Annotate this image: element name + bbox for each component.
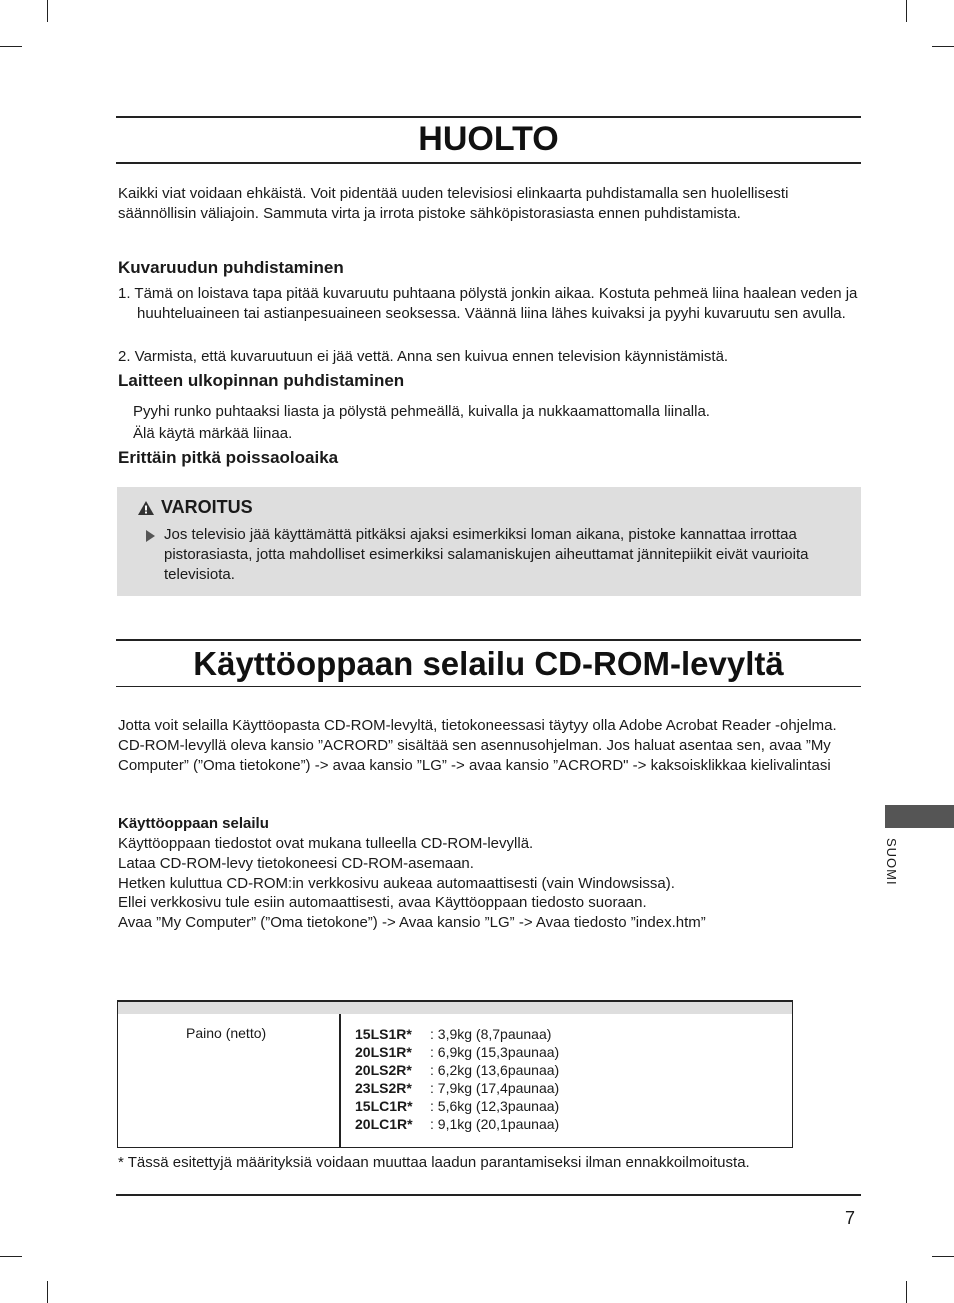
title-rule-bottom [116,686,861,687]
spec-value: : 6,9kg (15,3paunaa) [430,1044,560,1060]
spec-table [117,1000,793,1148]
warning-title-text: VAROITUS [161,497,253,517]
language-label: SUOMI [884,838,899,886]
title-rule-bottom [116,162,861,164]
crop-mark [906,0,907,22]
crop-mark [47,1281,48,1303]
spec-table-band [118,1002,792,1014]
crop-mark [0,46,22,47]
spec-value: : 5,6kg (12,3paunaa) [430,1098,560,1114]
spec-value: : 9,1kg (20,1paunaa) [430,1116,560,1132]
crop-mark [932,46,954,47]
exterior-cleaning-heading: Laitteen ulkopinnan puhdistaminen [118,371,405,390]
spec-row [355,1097,559,1115]
spec-value: : 6,2kg (13,6paunaa) [430,1062,560,1078]
screen-cleaning-heading: Kuvaruudun puhdistaminen [118,258,344,277]
spec-row [355,1079,559,1097]
cdrom-line: Avaa ”My Computer” (”Oma tietokone”) -> Avaa kansio ”LG” -> Avaa tiedosto ”index.htm” [118,914,706,931]
spec-model: 20LC1R* [355,1116,413,1132]
cdrom-subheading: Käyttöoppaan selailu [118,815,269,832]
spec-footnote: * Tässä esitettyjä määrityksiä voidaan muuttaa laadun parantamiseksi ilman ennakkoilmoitusta. [118,1154,750,1171]
cdrom-line: Lataa CD-ROM-levy tietokoneesi CD-ROM-asemaan. [118,855,474,872]
spec-model: 20LS2R* [355,1062,412,1078]
section-title-cdrom: Käyttöoppaan selailu CD-ROM-levyltä [193,645,784,682]
spec-value: : 3,9kg (8,7paunaa) [430,1026,552,1042]
language-tab [885,805,954,828]
cdrom-line: Hetken kuluttua CD-ROM:in verkkosivu aukeaa automaattisesti (vain Windowsissa). [118,875,675,892]
spec-row [355,1061,559,1079]
cdrom-line: Ellei verkkosivu tule esiin automaattisesti, avaa Käyttöoppaan tiedosto suoraan. [118,894,647,911]
spec-row [355,1115,559,1133]
page-number: 7 [845,1208,856,1228]
exterior-cleaning-text: Älä käytä märkää liinaa. [133,425,293,442]
spec-model: 23LS2R* [355,1080,412,1096]
section-title-huolto: HUOLTO [418,120,559,158]
long-absence-heading: Erittäin pitkä poissaoloaika [118,448,339,467]
warning-box [117,487,861,596]
spec-value: : 7,9kg (17,4paunaa) [430,1080,560,1096]
spec-rows [355,1025,559,1133]
screen-cleaning-item: 1. Tämä on loistava tapa pitää kuvaruutu puhtaana pölystä jonkin aikaa. Kostuta pehmeä liina haalean veden ja huuhteluaineen tai astianpesuaineen seoksessa. Väännä liina lähes kuivaksi ja pyyhi kuvaruutu sen avulla. [118,285,858,322]
crop-mark [906,1281,907,1303]
spec-row [355,1043,559,1061]
cdrom-line: Käyttöoppaan tiedostot ovat mukana tulleella CD-ROM-levyllä. [118,835,534,852]
maintenance-intro: Kaikki viat voidaan ehkäistä. Voit pidentää uuden televisiosi elinkaarta puhdistamalla sen huolellisesti säännöllisin väliajoin. Sammuta virta ja irrota pistoke sähköpistorasiasta ennen puhdistamista. [118,185,789,222]
spec-table-divider [339,1014,341,1147]
crop-mark [47,0,48,22]
warning-title [137,497,253,518]
footer-rule [116,1194,861,1196]
warning-text: Jos televisio jää käyttämättä pitkäksi ajaksi esimerkiksi loman aikana, pistoke kannattaa irrottaa pistorasiasta, jotta mahdolliset esimerkiksi salamaniskujen aiheuttamat jännitepiikit eivät vaurioita televisiota. [164,526,809,583]
cdrom-intro: Jotta voit selailla Käyttöopasta CD-ROM-levyltä, tietokoneessasi täytyy olla Adobe Acrobat Reader -ohjelma. CD-ROM-levyllä oleva kansio ”ACRORD” sisältää sen asennusohjelman. Jos haluat asentaa sen, avaa ”My Computer” (”Oma tietokone”) -> avaa kansio ”LG” -> avaa kansio ”ACRORD" -> kaksoisklikkaa kielivalintasi [118,717,837,774]
exterior-cleaning-text: Pyyhi runko puhtaaksi liasta ja pölystä pehmeällä, kuivalla ja nukkaamattomalla liinalla. [133,403,710,420]
spec-model: 15LC1R* [355,1098,413,1114]
spec-model: 20LS1R* [355,1044,412,1060]
spec-label-weight: Paino (netto) [186,1025,267,1041]
spec-model: 15LS1R* [355,1026,412,1042]
arrow-right-icon [146,530,155,542]
title-rule-top [116,639,861,641]
crop-mark [0,1256,22,1257]
spec-row [355,1025,559,1043]
warning-triangle-icon [137,500,155,516]
crop-mark [932,1256,954,1257]
screen-cleaning-item: 2. Varmista, että kuvaruutuun ei jää vettä. Anna sen kuivua ennen television käynnistämistä. [118,348,729,365]
